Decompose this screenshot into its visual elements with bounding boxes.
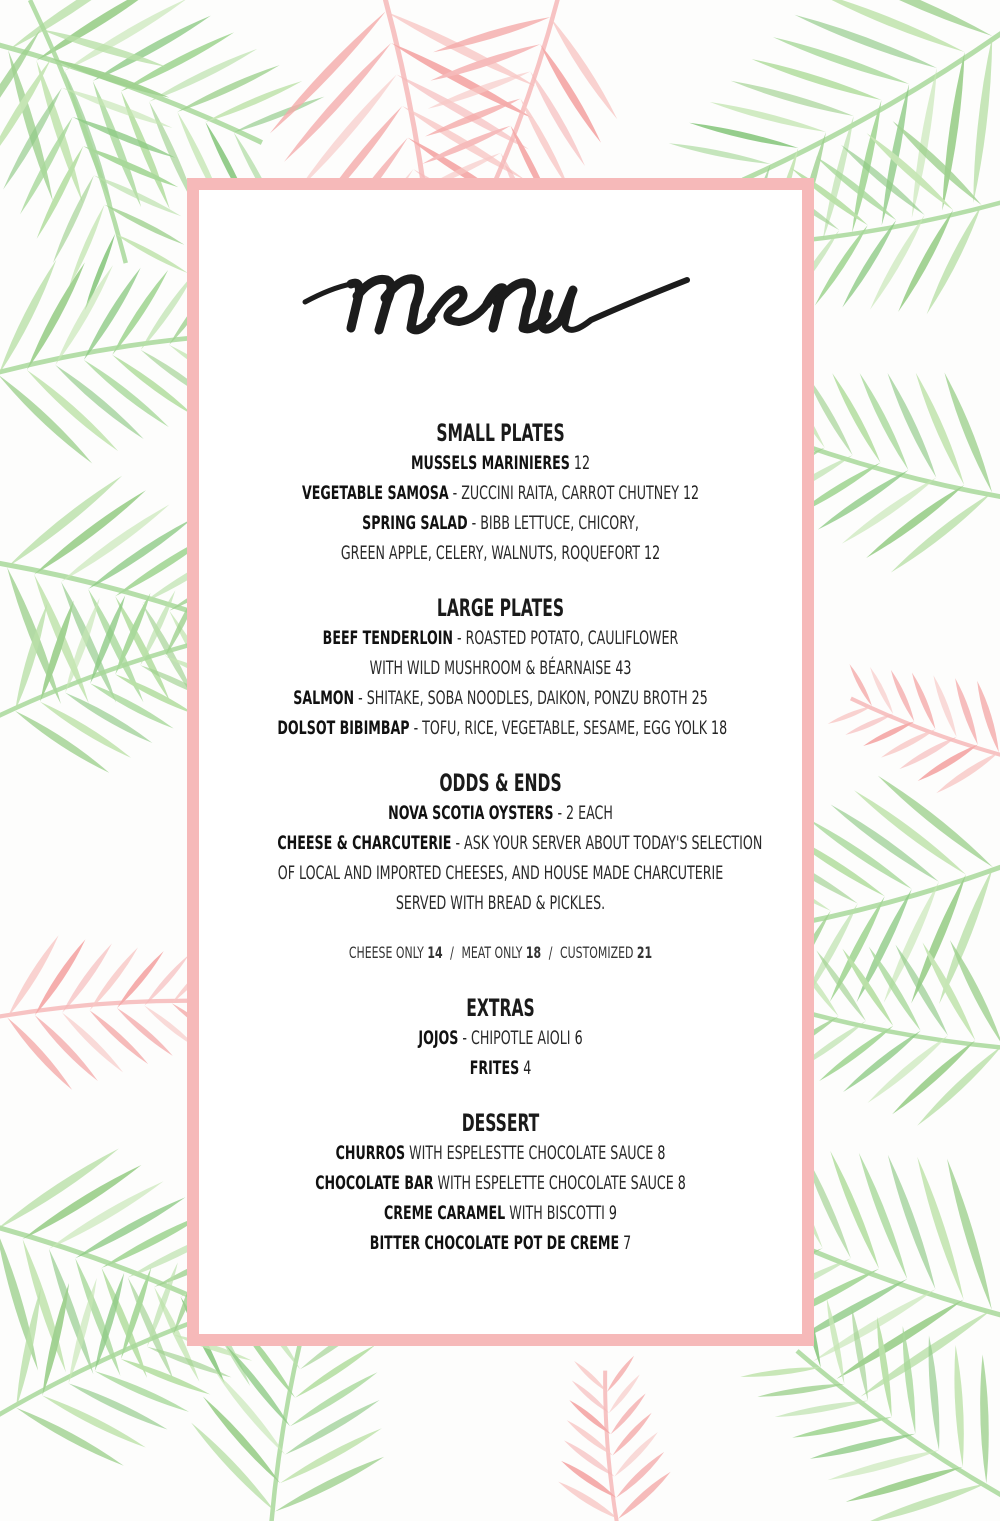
item-name: DOLSOT BIBIMBAP	[277, 717, 410, 739]
item-price: 8	[657, 1142, 666, 1164]
separator: /	[450, 943, 454, 962]
item-price: 43	[615, 657, 632, 679]
menu-item-line	[277, 798, 723, 828]
menu-item-line	[277, 713, 728, 743]
menu-item-line	[277, 888, 723, 918]
item-price: 6	[574, 1027, 583, 1049]
menu-item-line	[277, 1053, 723, 1083]
menu-item-line	[277, 538, 723, 568]
pricing-label: CHEESE ONLY	[348, 943, 424, 962]
item-price: 4	[523, 1057, 532, 1079]
item-name: BITTER CHOCOLATE POT DE CREME	[369, 1232, 620, 1254]
palm-frond-17	[548, 1353, 676, 1521]
menu-item-line	[277, 1198, 723, 1228]
item-name: CHOCOLATE BAR	[315, 1172, 434, 1194]
menu-section	[199, 993, 802, 1083]
menu-item-line	[277, 653, 723, 683]
menu-item-line	[277, 1138, 723, 1168]
item-description: GREEN APPLE, CELERY, WALNUTS, ROQUEFORT	[340, 542, 641, 564]
svg-text:menu: menu	[499, 350, 502, 351]
menu-sections	[199, 418, 802, 1283]
item-price: 7	[623, 1232, 632, 1254]
item-price: 18	[711, 717, 728, 739]
item-price: 12	[682, 482, 700, 504]
menu-section	[199, 418, 802, 568]
section-title: LARGE PLATES	[436, 594, 565, 622]
pricing-price: 21	[636, 943, 653, 962]
item-price: 12	[573, 452, 591, 474]
item-description: WITH ESPELETTE CHOCOLATE SAUCE	[433, 1172, 674, 1194]
pricing-label: MEAT ONLY	[461, 943, 523, 962]
pricing-price: 14	[427, 943, 443, 962]
separator: /	[548, 943, 553, 962]
section-title: EXTRAS	[466, 994, 535, 1022]
menu-script-logo	[291, 250, 711, 360]
menu-item-line	[277, 683, 723, 713]
item-description: - ASK YOUR SERVER ABOUT TODAY'S SELECTION	[451, 832, 763, 854]
section-title: ODDS & ENDS	[439, 769, 562, 797]
section-title: SMALL PLATES	[436, 419, 565, 447]
menu-item-line	[277, 448, 723, 478]
menu-item-line	[277, 623, 723, 653]
item-name: NOVA SCOTIA OYSTERS	[388, 802, 554, 824]
item-name: BEEF TENDERLOIN	[322, 627, 454, 649]
item-name: VEGETABLE SAMOSA	[301, 482, 449, 504]
menu-section	[199, 768, 802, 968]
item-description: WITH WILD MUSHROOM & BÉARNAISE	[369, 657, 612, 679]
item-name: MUSSELS MARINIERES	[410, 452, 570, 474]
item-price: 9	[608, 1202, 617, 1224]
menu-section	[199, 1108, 802, 1258]
menu-frame	[187, 178, 814, 1346]
item-description: SERVED WITH BREAD & PICKLES.	[395, 892, 606, 914]
item-description: WITH BISCOTTI	[505, 1202, 605, 1224]
item-description: - 2 EACH	[553, 802, 613, 824]
item-description: - SHITAKE, SOBA NOODLES, DAIKON, PONZU BROTH	[354, 687, 688, 709]
item-name: CHURROS	[335, 1142, 406, 1164]
item-price: 12	[644, 542, 661, 564]
menu-card	[199, 190, 802, 1334]
item-description: - BIBB LETTUCE, CHICORY,	[467, 512, 639, 534]
menu-item-line	[277, 1023, 723, 1053]
menu-title	[199, 250, 802, 370]
menu-item-line	[277, 1228, 723, 1258]
palm-frond-10	[818, 638, 1000, 816]
item-description: - CHIPOTLE AIOLI	[458, 1027, 571, 1049]
item-description: - TOFU, RICE, VEGETABLE, SESAME, EGG YOLK	[409, 717, 708, 739]
menu-item-line	[277, 1168, 723, 1198]
item-name: JOJOS	[418, 1027, 459, 1049]
item-price: 8	[677, 1172, 686, 1194]
section-title: DESSERT	[461, 1109, 540, 1137]
item-name: CREME CARAMEL	[384, 1202, 506, 1224]
menu-item-line	[277, 828, 763, 858]
item-description: - ZUCCINI RAITA, CARROT CHUTNEY	[448, 482, 679, 504]
item-description: OF LOCAL AND IMPORTED CHEESES, AND HOUSE MADE CHARCUTERIE	[277, 862, 724, 884]
item-name: SPRING SALAD	[362, 512, 468, 534]
pricing-price: 18	[525, 943, 542, 962]
item-name: FRITES	[469, 1057, 520, 1079]
menu-section	[199, 593, 802, 743]
charcuterie-pricing	[271, 938, 729, 968]
item-description: - ROASTED POTATO, CAULIFLOWER	[453, 627, 679, 649]
menu-item-line	[277, 508, 723, 538]
item-description: WITH ESPELESTTE CHOCOLATE SAUCE	[405, 1142, 654, 1164]
item-name: SALMON	[293, 687, 355, 709]
menu-item-line	[277, 858, 723, 888]
menu-item-line	[277, 478, 723, 508]
item-name: CHEESE & CHARCUTERIE	[277, 832, 452, 854]
item-price: 25	[691, 687, 708, 709]
pricing-label: CUSTOMIZED	[560, 943, 634, 962]
